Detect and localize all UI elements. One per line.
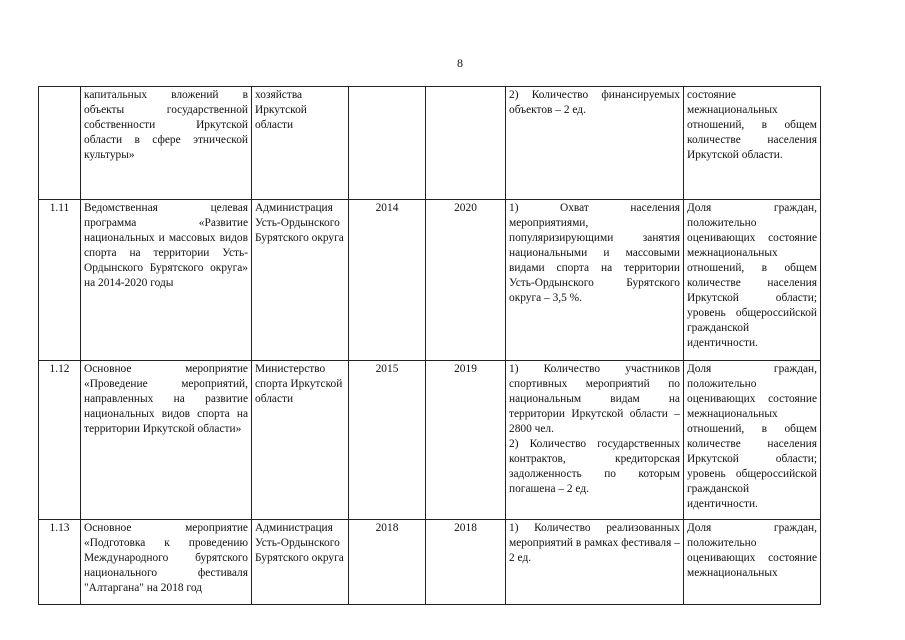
measure-name-cell: Ведомственная целевая программа «Развитие национальных и массовых видов спорта на территории Усть-Ордынского Бурятского округа» на 2014-2020 годы <box>81 200 252 361</box>
indicator-cell: состояние межнациональных отношений, в общем количестве населения Иркутской области. <box>684 87 821 200</box>
executor-cell: Администрация Усть-Ордынского Бурятского округа <box>252 520 349 605</box>
table-row <box>39 200 821 361</box>
start-year-cell <box>349 87 426 200</box>
table-row <box>39 87 821 200</box>
start-year-cell: 2015 <box>349 361 426 520</box>
end-year-cell: 2020 <box>426 200 506 361</box>
executor-cell: хозяйства Иркутской области <box>252 87 349 200</box>
start-year-cell: 2014 <box>349 200 426 361</box>
measure-name-cell: Основное мероприятие «Подготовка к проведению Международного бурятского национального фестиваля "Алтаргана" на 2018 год <box>81 520 252 605</box>
row-number-cell: 1.11 <box>39 200 81 361</box>
result-item: 2) Количество финансируемых объектов – 2 ед. <box>509 89 680 116</box>
end-year-cell <box>426 87 506 200</box>
end-year-cell: 2019 <box>426 361 506 520</box>
table-row <box>39 520 821 605</box>
measure-name-cell: капитальных вложений в объекты государственной собственности Иркутской области в сфере этнической культуры» <box>81 87 252 200</box>
results-cell <box>506 200 684 361</box>
program-table <box>38 86 821 605</box>
executor-cell: Администрация Усть-Ордынского Бурятского округа <box>252 200 349 361</box>
page-number: 8 <box>457 56 463 70</box>
row-number-cell: 1.12 <box>39 361 81 520</box>
indicator-cell: Доля граждан, положительно оценивающих состояние межнациональных <box>684 520 821 605</box>
table-row <box>39 361 821 520</box>
indicator-cell: Доля граждан, положительно оценивающих состояние межнациональных отношений, в общем количестве населения Иркутской области; уровень общероссийской гражданской идентичности. <box>684 200 821 361</box>
measure-name-cell: Основное мероприятие «Проведение мероприятий, направленных на развитие национальных видов спорта на территории Иркутской области» <box>81 361 252 520</box>
indicator-cell: Доля граждан, положительно оценивающих состояние межнациональных отношений, в общем количестве населения Иркутской области; уровень общероссийской гражданской идентичности. <box>684 361 821 520</box>
executor-cell: Министерство спорта Иркутской области <box>252 361 349 520</box>
row-number-cell <box>39 87 81 200</box>
results-cell <box>506 520 684 605</box>
result-item: 2) Количество государственных контрактов, кредиторская задолженность по которым погашена – 2 ед. <box>509 438 680 495</box>
end-year-cell: 2018 <box>426 520 506 605</box>
result-item: 1) Количество реализованных мероприятий в рамках фестиваля – 2 ед. <box>509 522 680 564</box>
start-year-cell: 2018 <box>349 520 426 605</box>
row-number-cell: 1.13 <box>39 520 81 605</box>
results-cell <box>506 87 684 200</box>
results-cell <box>506 361 684 520</box>
result-item: 1) Охват населения мероприятиями, популяризирующими занятия национальными и массовыми видами спорта на территории Усть-Ордынского Бурятского округа – 3,5 %. <box>509 202 680 304</box>
result-item: 1) Количество участников спортивных мероприятий по национальным видам на территории Иркутской области – 2800 чел. <box>509 363 680 435</box>
